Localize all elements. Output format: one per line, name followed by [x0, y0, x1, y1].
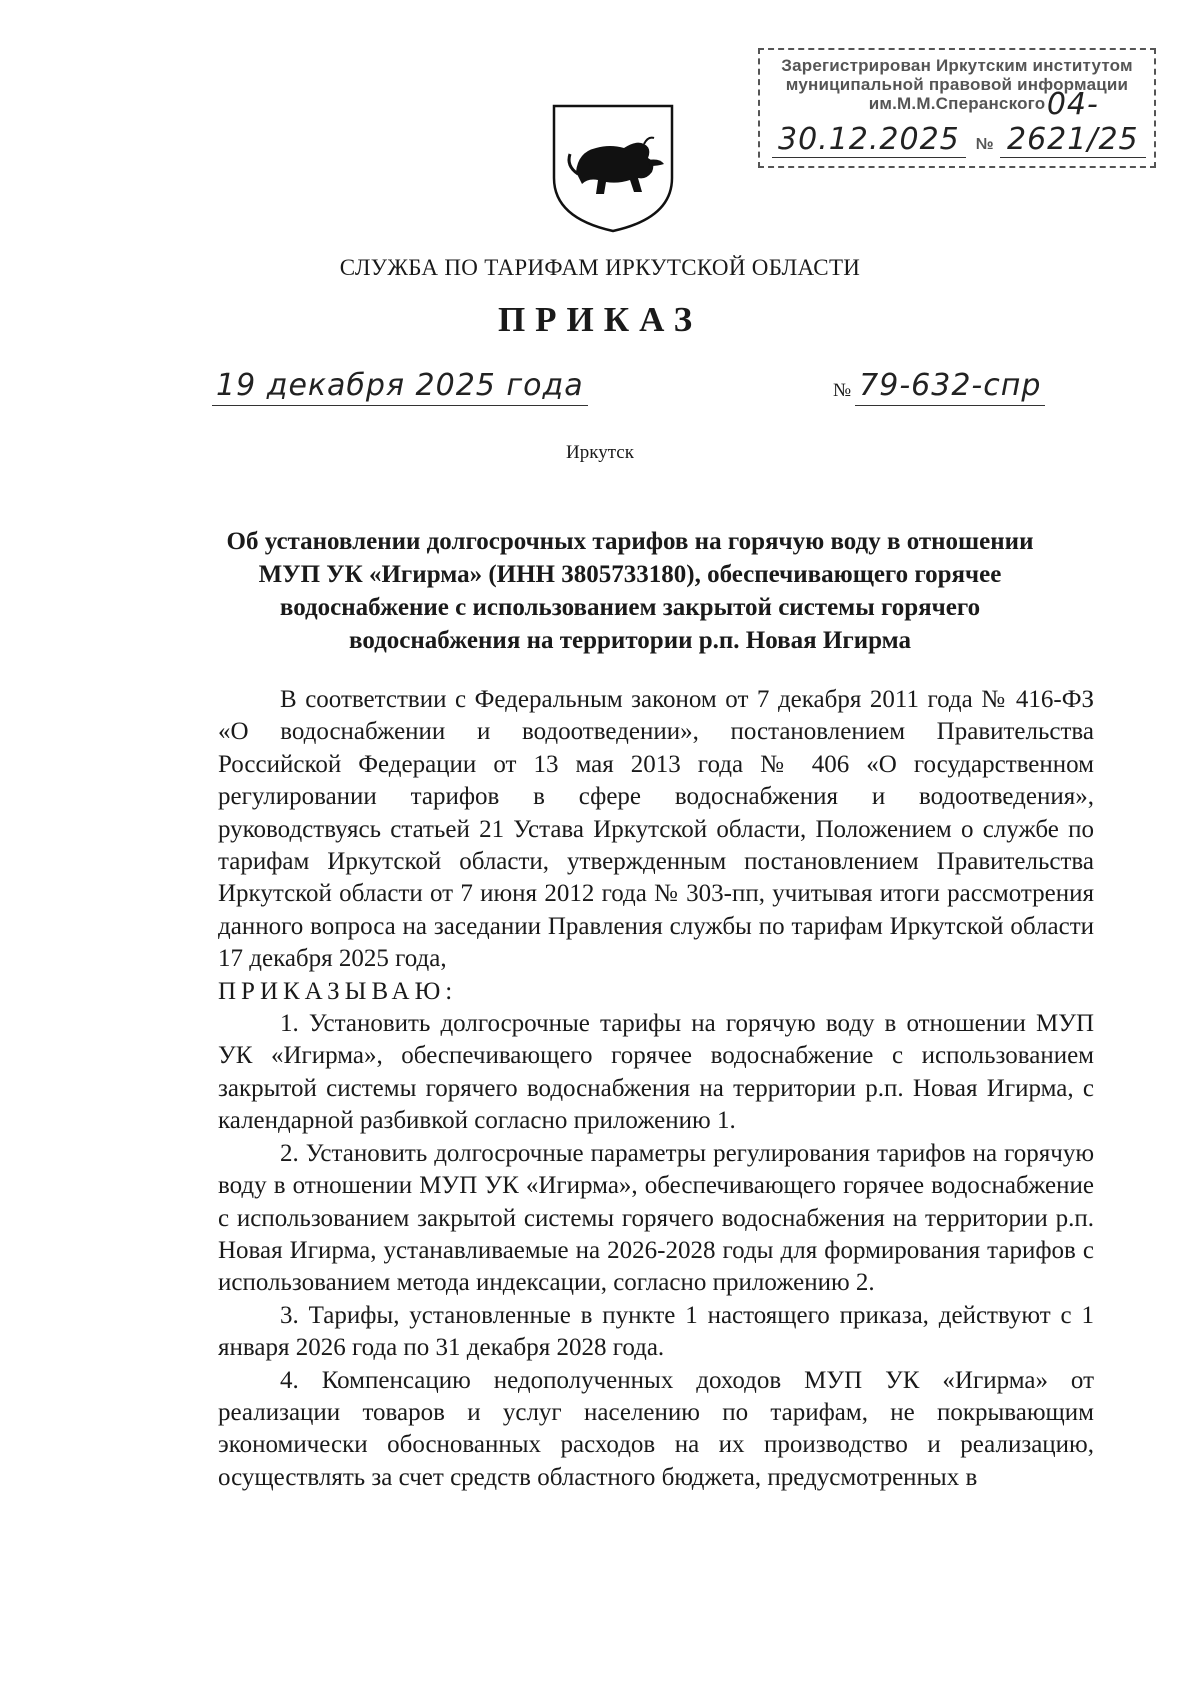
stamp-number-sign: № — [975, 136, 994, 153]
order-item: 1. Установить долгосрочные тарифы на горячую воду в отношении МУП УК «Игирма», обеспечивающего горячее водоснабжение с использованием закрытой системы горячего водоснабжения на территории р.п. Новая Игирма, с календарной разбивкой согласно приложению 1. — [218, 1010, 1094, 1135]
order-number: 79-632-спр — [855, 368, 1045, 406]
document-body — [218, 684, 1094, 1494]
agency-name: СЛУЖБА ПО ТАРИФАМ ИРКУТСКОЙ ОБЛАСТИ — [339, 255, 861, 280]
order-number-sign: № — [833, 380, 852, 401]
stamp-line: им.М.М.Сперанского — [868, 94, 1046, 113]
registration-stamp — [758, 48, 1156, 168]
preamble-paragraph: В соответствии с Федеральным законом от 7 декабря 2011 года № 416-ФЗ «О водоснабжении и водоотведении», постановлением Правительства Российской Федерации от 13 мая 2013 года № 406 «О государственном регулировании тарифов в сфере водоснабжения и водоотведения», руководствуясь статьей 21 Устава Иркутской области, Положением о службе по тарифам Иркутской области, утвержденным постановлением Правительства Иркутской области от 7 июня 2012 года № 303-пп, учитывая итоги рассмотрения данного вопроса на заседании Правления службы по тарифам Иркутской области 17 декабря 2025 года, — [218, 686, 1094, 973]
city: Иркутск — [566, 442, 634, 463]
coat-of-arms-icon — [548, 100, 678, 235]
stamp-date: 30.12.2025 — [772, 122, 966, 158]
stamp-line: муниципальной правовой информации — [785, 75, 1129, 94]
stamp-line: Зарегистрирован Иркутским институтом — [781, 56, 1133, 75]
order-number-field — [833, 368, 1045, 406]
order-item: 4. Компенсацию недополученных доходов МУП УК «Игирма» от реализации товаров и услуг населению по тарифам, не покрывающим экономически обоснованных расходов на их производство и реализацию, осуществлять за счет средств областного бюджета, предусмотренных в — [218, 1366, 1094, 1491]
order-word: ПРИКАЗЫВАЮ: — [218, 977, 458, 1005]
order-item: 2. Установить долгосрочные параметры регулирования тарифов на горячую воду в отношении МУП УК «Игирма», обеспечивающего горячее водоснабжение с использованием закрытой системы горячего водоснабжения на территории р.п. Новая Игирма, устанавливаемые на 2026-2028 годы для формирования тарифов с использованием метода индексации, согласно приложению 2. — [218, 1139, 1094, 1297]
order-date: 19 декабря 2025 года — [212, 368, 588, 406]
stamp-number: 04-2621/25 — [1000, 87, 1146, 158]
document-type: ПРИКАЗ — [497, 300, 703, 339]
document-title: Об установлении долгосрочных тарифов на горячую воду в отношении МУП УК «Игирма» (ИНН 3805733180), обеспечивающего горячее водоснабжение с использованием закрытой системы горячего водоснабжения на территории р.п. Новая Игирма — [226, 528, 1034, 654]
order-item: 3. Тарифы, установленные в пункте 1 настоящего приказа, действуют с 1 января 2026 года по 31 декабря 2028 года. — [218, 1301, 1094, 1362]
